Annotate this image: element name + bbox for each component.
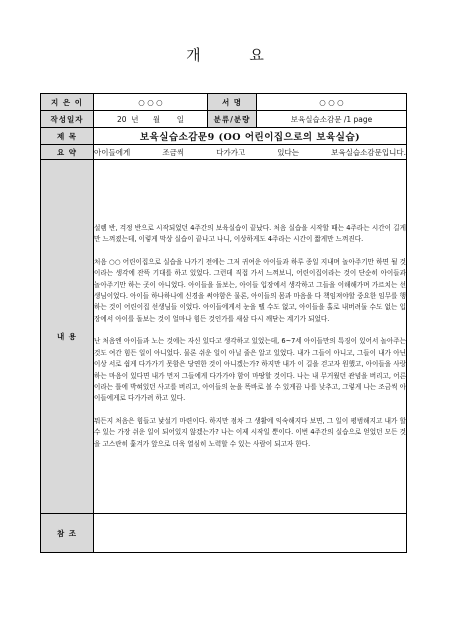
summary-form-table — [40, 93, 407, 553]
signature-value: ○ ○ ○ — [257, 94, 407, 111]
author-value: ○ ○ ○ — [94, 94, 208, 111]
content-label: 내 용 — [41, 160, 94, 514]
date-value — [94, 111, 208, 128]
category-label: 분류/분량 — [208, 111, 257, 128]
summary-row — [41, 145, 407, 160]
date-day-unit: 일 — [176, 114, 185, 124]
author-row — [41, 94, 407, 111]
content-row — [41, 160, 407, 514]
subject-row — [41, 128, 407, 145]
content-paragraph-3: 난 처음엔 아이들과 노는 것에는 자신 있다고 생각하고 있었는데, 6~7세 아이들만의 특징이 있어서 놀아주는 것도 여간 힘든 일이 아니었다. 물론 쉬운 일이 아닐 줄은 알고 있었다. 내가 그들이 아니고, 그들이 내가 아닌 이상 서로 쉽게 다가가기 못함은 당연한 것이 아니겠는가? 하지만 내가 이 길을 걷고자 원했고, 아이들을 사랑하는 마음이 있다면 내가 먼저 그들에게 다가가야 함이 마땅할 것이다. 나는 내 무거웠던 관념을 버리고, 어른이라는 틀에 박혀있던 사고를 버리고, 아이들의 눈을 똑바로 볼 수 있게끔 나를 낮추고, 그렇게 나는 조금씩 아이들에게로 다가가려 하고 있다. — [94, 337, 406, 403]
date-year-unit: 년 — [131, 114, 139, 124]
category-value: 보육실습소감문 /1 page — [257, 111, 407, 128]
reference-row — [41, 514, 407, 553]
reference-value — [94, 514, 407, 553]
subject-label: 제 목 — [41, 128, 94, 145]
signature-label: 서 명 — [208, 94, 257, 111]
content-paragraph-2: 처음 ○○ 어린이집으로 실습을 나가기 전에는 그저 귀여운 아이들과 하루 종일 지내며 놀아주기만 하면 될 것이라는 생각에 잔뜩 기대를 하고 있었다. 그런데 직접 가서 느껴보니, 어린이집이라는 것이 단순히 아이들과 놀아주기만 하는 곳이 아니었다. 아이들을 돌보는, 아이들 입장에서 생각하고 그들을 이해해가며 가르치는 선생님이었다. 아이들 하나하나에 신경을 써야함은 물론, 아이들의 몸과 마음을 다 책임져야할 중요한 임무를 행하는 것이 어린이집 선생님들 이었다. 아이들에게서 눈을 뗄 수도 없고, 아이들을 홀로 내버려둘 수도 없는 입장에서 아이를 돌보는 것이 얼마나 힘든 것인가를 새삼 다시 깨닫는 계기가 되었다. — [94, 257, 406, 323]
page-title: 개 요 — [186, 46, 286, 64]
content-body — [94, 160, 407, 514]
summary-value: 아이들에게 조금씩 다가가고 있다는 보육실습소감문입니다. — [94, 145, 407, 160]
date-year: 20 — [116, 114, 127, 124]
date-row — [41, 111, 407, 128]
subject-value: 보육실습소감문9 (OO 어린이집으로의 보육실습) — [94, 128, 407, 145]
summary-label: 요 약 — [41, 145, 94, 160]
date-month-unit: 월 — [152, 114, 161, 124]
author-label: 지 은 이 — [41, 94, 94, 111]
date-label: 작성일자 — [41, 111, 94, 128]
content-paragraph-4: 뭐든지 처음은 힘들고 낯설기 마련이다. 하지만 점차 그 생활에 익숙해지다 보면, 그 일이 평범해지고 내가 할 수 있는 가장 쉬운 일이 되어있지 않겠는가? 나는 이제 시작일 뿐이다. 이번 4주간의 실습으로 얻었던 모든 것을 고스란히 훑겨가 앞으로 더욱 열심히 노력할 수 있는 사람이 되고자 한다. — [94, 416, 406, 448]
content-paragraph-1: 설렘 반, 걱정 반으로 시작되었던 4주간의 보육실습이 끝났다. 처음 실습을 시작할 때는 4주라는 시간이 길게만 느껴졌는데, 이렇게 막상 실습이 끝나고 나니, 이상하게도 4주라는 시간이 짧게만 느껴진다. — [94, 224, 406, 244]
reference-label: 참 조 — [41, 514, 94, 553]
